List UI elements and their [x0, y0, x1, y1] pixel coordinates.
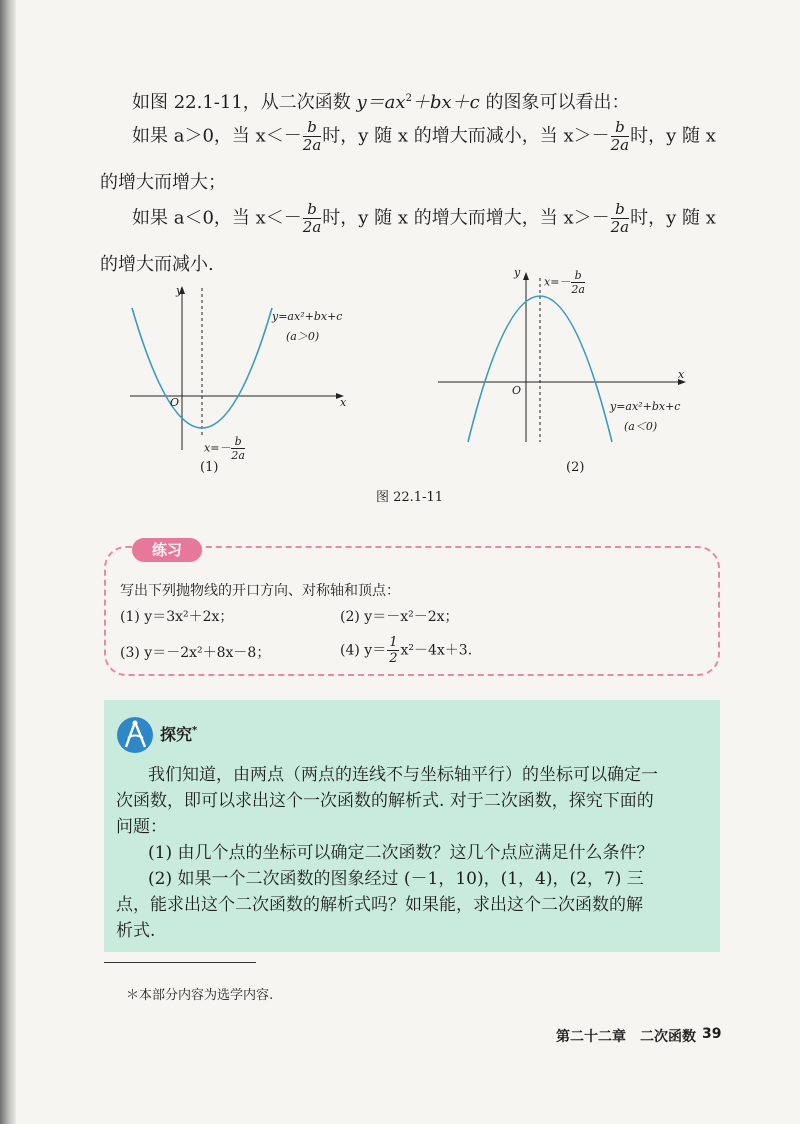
fig2-condition-label: (a＜0) — [624, 420, 658, 433]
practice-item-4: (4) y＝ $\frac{1}{2}$ x²－4x＋3. — [340, 635, 473, 666]
y-axis-arrow-icon — [523, 272, 529, 280]
explore-line-6: 点，能求出这个二次函数的解析式吗？如果能，求出这个二次函数的解 — [116, 895, 643, 915]
fraction: $\frac{b}{2a}$ — [302, 118, 322, 154]
fraction: $\frac{b}{2a}$ — [610, 118, 630, 154]
intro-line: 如图 22.1-11，从二次函数 $y=ax^2+bx+c$ 的图象可以看出： — [132, 92, 630, 113]
practice-item-2: (2) y＝－x²－2x； — [340, 609, 459, 625]
fig1-axis-label: x=－ $\frac{b}{2a}$ — [204, 435, 245, 462]
fig1-x-label: x — [340, 396, 347, 409]
explore-line-5: (2) 如果一个二次函数的图象经过 (－1，10)，(1，4)，(2，7) 三 — [148, 869, 644, 889]
explore-line-3: 问题： — [116, 817, 167, 837]
practice-item-1: (1) y＝3x²＋2x； — [120, 609, 234, 625]
compass-icon — [116, 716, 154, 754]
fig2-subcaption: (2) — [566, 460, 585, 475]
practice-intro: 写出下列抛物线的开口方向、对称轴和顶点： — [120, 583, 400, 599]
practice-item-3: (3) y＝－2x²＋8x－8； — [120, 645, 271, 661]
fig2-x-label: x — [678, 368, 685, 381]
fig2-y-label: y — [514, 266, 521, 279]
fraction: $\frac{b}{2a}$ — [610, 200, 630, 236]
condition-a-positive: 如果 a＞0，当 x＜－ $\frac{b}{2a}$ 时，y 随 x 的增大而减小，当 x＞－ $\frac{b}{2a}$ 时，y 随 x — [132, 118, 716, 154]
chapter-footer: 第二十二章 二次函数 — [556, 1029, 696, 1045]
fig1-subcaption: (1) — [200, 460, 219, 475]
fig2-curve-label: y=ax²+bx+c — [610, 400, 681, 413]
condition-a-negative: 如果 a＜0，当 x＜－ $\frac{b}{2a}$ 时，y 随 x 的增大而增大，当 x＞－ $\frac{b}{2a}$ 时，y 随 x — [132, 200, 716, 236]
book-spine-shadow — [0, 0, 16, 1124]
fig1-origin-label: O — [170, 396, 180, 409]
condition-a-positive-tail: 的增大而增大； — [100, 172, 226, 193]
page-number: 39 — [702, 1026, 722, 1042]
explore-line-4: (1) 由几个点的坐标可以确定二次函数？这几个点应满足什么条件？ — [148, 843, 654, 863]
fig1-curve-label: y=ax²+bx+c — [272, 310, 343, 323]
fig2-origin-label: O — [512, 384, 522, 397]
footnote-rule — [104, 962, 256, 963]
condition-a-negative-tail: 的增大而减小. — [100, 254, 214, 275]
explore-title: 探究* — [160, 725, 198, 744]
explore-line-1: 我们知道，由两点（两点的连线不与坐标轴平行）的坐标可以确定一 — [148, 765, 658, 785]
fig2-axis-label: x=－ $\frac{b}{2a}$ — [544, 269, 585, 296]
fraction: $\frac{b}{2a}$ — [302, 200, 322, 236]
explore-line-7: 析式. — [116, 921, 156, 941]
explore-line-2: 次函数，即可以求出这个一次函数的解析式. 对于二次函数，探究下面的 — [116, 791, 654, 811]
fig1-condition-label: (a＞0) — [286, 330, 320, 343]
fig1-y-label: y — [176, 284, 183, 297]
footnote: ＊本部分内容为选学内容. — [126, 988, 274, 1003]
figure-caption: 图 22.1-11 — [376, 490, 444, 505]
practice-badge: 练习 — [132, 538, 202, 562]
